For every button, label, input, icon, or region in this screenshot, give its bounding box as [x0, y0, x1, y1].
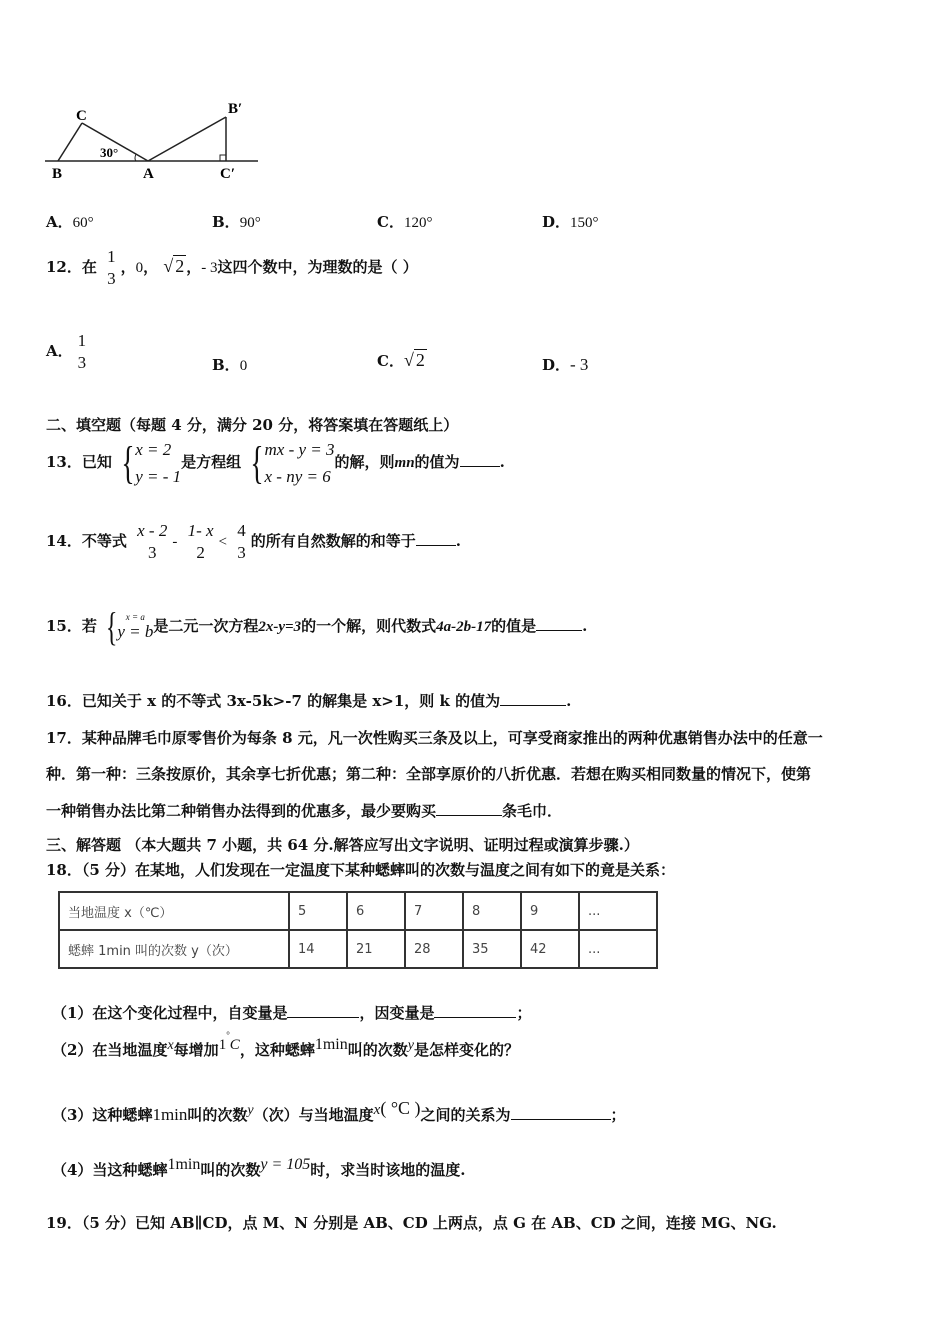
table-row	[59, 930, 657, 968]
q14-answer-blank[interactable]	[416, 531, 456, 546]
geometry-figure	[40, 95, 270, 190]
q18-part-3: （3）这种蟋蟀1min叫的次数$^y$（次）与当地温度$^{x( ^\circ C )}$之间的关系为 ；	[52, 1098, 626, 1124]
q12-option-d: D．- 3	[542, 355, 589, 374]
q16-answer-blank[interactable]	[500, 691, 566, 706]
q17-line-2: 种．第一种：三条按原价，其余享七折优惠；第二种：全部享原价的八折优惠．若想在购买相同数量的情况下，使第	[46, 765, 812, 783]
q18-part-4: （4）当这种蟋蟀$^{1min}$叫的次数$^{y = 105}$时，求当时该地的温度.	[52, 1156, 466, 1179]
table-cell: 9	[521, 892, 579, 930]
segment-AB-prime	[148, 117, 226, 161]
q17-answer-blank[interactable]	[436, 801, 502, 816]
q17-line-1: 17．某种品牌毛巾原零售价为每条 8 元，凡一次性购买三条及以上，可享受商家推出的两种优惠销售办法中的任意一	[46, 729, 823, 747]
q15-answer-blank[interactable]	[536, 616, 582, 631]
q18-data-table	[58, 891, 658, 969]
table-row	[59, 892, 657, 930]
q18-part-2: （2）在当地温度$^x$每增加$^{1^\circ C}$，这种蟋蟀$^{1min}$叫的次数$^y$是怎样变化的？	[52, 1030, 519, 1059]
q13-system-2: { mx - y = 3 x - ny = 6	[250, 437, 335, 488]
label-C: C	[76, 108, 87, 124]
q11-option-a: A．60°	[46, 213, 94, 231]
q12-option-a: A． 1 3	[46, 331, 87, 372]
segment-BC	[58, 123, 82, 161]
q15-system: { x = a y = b	[105, 604, 154, 649]
table-cell: ...	[579, 930, 657, 968]
table-row-header: 蟋蟀 1min 叫的次数 y（次）	[59, 930, 289, 968]
q18-p1-blank-2[interactable]	[434, 1003, 516, 1018]
right-angle-mark	[220, 155, 226, 161]
section-3-title: 三、解答题 （本大题共 7 小题，共 64 分.解答应写出文字说明、证明过程或演算步骤.）	[46, 836, 639, 854]
table-cell: 7	[405, 892, 463, 930]
table-cell: 28	[405, 930, 463, 968]
q15-stem: 15．若 { x = a y = b 是二元一次方程2x-y=3的一个解，则代数式4a-2b-17的值是 .	[46, 604, 588, 649]
q14-stem: 14．不等式 x - 2 3 - 1- x 2 < 4 3 的所有自然数解的和等于 .	[46, 521, 461, 562]
q12-option-c: C．√ 2	[377, 350, 425, 370]
q18-p3-blank[interactable]	[511, 1105, 611, 1120]
label-angle: 30°	[100, 145, 119, 160]
q11-option-d: D．150°	[542, 213, 599, 231]
table-cell: 14	[289, 930, 347, 968]
q13-stem: 13．已知 { x = 2 y = - 1 是方程组 { mx - y = 3 x - ny = 6 的解，则mn的值为 .	[46, 437, 505, 488]
q12-fraction: 1 3	[107, 247, 116, 288]
table-cell: 8	[463, 892, 521, 930]
q17-line-3: 一种销售办法比第二种销售办法得到的优惠多，最少要购买 条毛巾．	[46, 802, 563, 820]
q18-intro: 18．（5 分）在某地，人们发现在一定温度下某种蟋蟀叫的次数与温度之间有如下的竟是关系：	[46, 861, 676, 879]
q13-answer-blank[interactable]	[460, 452, 500, 467]
label-C-prime: C′	[220, 166, 236, 182]
table-cell: ...	[579, 892, 657, 930]
label-A: A	[143, 166, 154, 182]
q16-stem: 16．已知关于 x 的不等式 3x-5k>-7 的解集是 x>1，则 k 的值为 .	[46, 692, 572, 710]
angle-arc	[135, 154, 136, 161]
label-B-prime: B′	[228, 101, 243, 117]
q19-stem: 19．（5 分）已知 AB∥CD，点 M、N 分别是 AB、CD 上两点，点 G 在 AB、CD 之间，连接 MG、NG.	[46, 1214, 777, 1232]
table-cell: 6	[347, 892, 405, 930]
q11-option-b: B．90°	[212, 213, 261, 231]
table-row-header: 当地温度 x（℃）	[59, 892, 289, 930]
section-2-title: 二、填空题（每题 4 分，满分 20 分，将答案填在答题纸上）	[46, 416, 459, 434]
q18-part-1: （1）在这个变化过程中，自变量是 ，因变量是 ；	[52, 1004, 532, 1022]
q12-option-b: B．0	[212, 356, 248, 374]
q12-stem: 12．在 1 3 ，0， √ 2 ，- 3这四个数中，为理数的是（ ）	[46, 247, 418, 288]
label-B: B	[52, 166, 63, 182]
q18-p1-blank-1[interactable]	[287, 1003, 359, 1018]
q13-system-1: { x = 2 y = - 1	[121, 437, 182, 488]
q12-sqrt: √ 2	[163, 256, 185, 276]
table-cell: 42	[521, 930, 579, 968]
table-cell: 35	[463, 930, 521, 968]
table-cell: 5	[289, 892, 347, 930]
q11-option-c: C．120°	[377, 213, 433, 231]
table-cell: 21	[347, 930, 405, 968]
